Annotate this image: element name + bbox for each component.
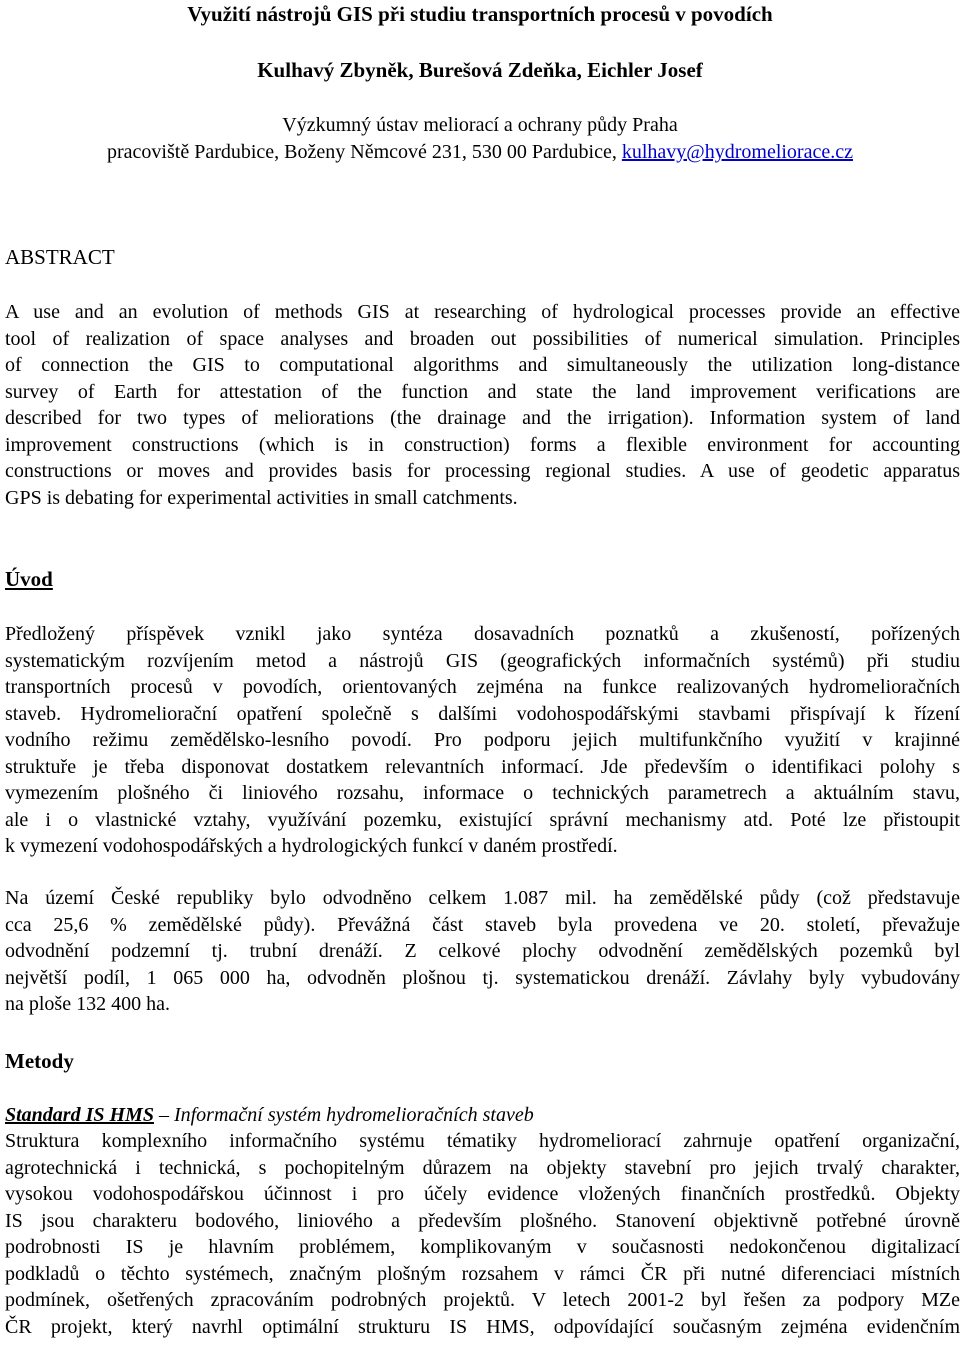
- text-line: agrotechnická i technická, s pochopitelným důrazem na objekty stavební pro jejich trvalý charakter,: [5, 1156, 960, 1179]
- text-line: Na území České republiky bylo odvodněno celkem 1.087 mil. ha zemědělské půdy (což představuje: [5, 887, 960, 909]
- text-line: vymezením plošného či liniového rozsahu, informace o technických parametrech a aktuálním stavu,: [5, 782, 960, 804]
- text-line: constructions or moves and provides basis for processing regional studies. A use of geodetic apparatus: [5, 460, 960, 482]
- text-line: největší podíl, 1 065 000 ha, odvodněn plošnou tj. systematickou drenáží. Závlahy byly vybudovány: [5, 966, 960, 989]
- metody-heading: Metody: [5, 1049, 74, 1073]
- text-line: survey of Earth for attestation of the function and state the land improvement verifications are: [5, 380, 960, 403]
- text-line: improvement constructions (which is in construction) forms a flexible environment for accounting: [5, 433, 960, 456]
- text-line: Struktura komplexního informačního systému tématiky hydromeliorací zahrnuje opatření organizační,: [5, 1130, 960, 1152]
- text-line: na ploše 132 400 ha.: [5, 993, 170, 1015]
- text-line: tool of realization of space analyses and broaden out possibilities of numerical simulation. Principles: [5, 327, 960, 350]
- text-line: vysokou vodohospodářskou účinnost i pro účely evidence vložených finančních prostředků. Objekty: [5, 1183, 960, 1205]
- text-line: odvodnění podzemní tj. trubní drenáží. Z celkové plochy odvodnění zemědělských pozemků byl: [5, 940, 960, 962]
- institution: Výzkumný ústav meliorací a ochrany půdy Praha: [282, 114, 678, 136]
- text-line: of connection the GIS to computational algorithms and simultaneously the utilization long-distance: [5, 354, 960, 376]
- authors: Kulhavý Zbyněk, Burešová Zdeňka, Eichler Josef: [257, 58, 703, 82]
- text-line: A use and an evolution of methods GIS at researching of hydrological processes provide an effective: [5, 301, 960, 323]
- text-line: GPS is debating for experimental activities in small catchments.: [5, 486, 518, 509]
- uvod-heading: Úvod: [5, 567, 53, 591]
- email-link[interactable]: kulhavy@hydromeliorace.cz: [621, 141, 853, 163]
- abstract-paragraph: [5, 299, 960, 511]
- uvod-paragraph-1: [5, 621, 960, 860]
- text-line: podkladů o těchto systémech, značným plošným rozsahem v rámci ČR při nutné diferenciaci místních: [5, 1262, 960, 1285]
- text-line: ČR projekt, který navrhl optimální strukturu IS HMS, odpovídající současným zejména evidenčním: [5, 1315, 960, 1338]
- text-line: k vymezení vodohospodářských a hydrologických funkcí v daném prostředí.: [5, 835, 618, 857]
- address: pracoviště Pardubice, Boženy Němcové 231, 530 00 Pardubice,: [107, 141, 622, 163]
- subheading-description: – Informační systém hydromelioračních staveb: [153, 1104, 534, 1126]
- text-line: IS jsou charakteru bodového, liniového a především plošného. Stanovení objektivně potřebné úrovně: [5, 1209, 960, 1232]
- abstract-heading: ABSTRACT: [5, 245, 115, 269]
- text-line: transportních procesů v povodích, orientovaných zejména na funkce realizovaných hydromelioračních: [5, 676, 960, 698]
- text-line: ale i o vlastnické vztahy, využívání pozemku, existující správní mechanismy atd. Poté lze přistoupit: [5, 808, 960, 831]
- metody-subheading: [5, 1101, 534, 1129]
- address-line: [0, 138, 960, 166]
- text-line: described for two types of meliorations (the drainage and the irrigation). Information system of land: [5, 407, 960, 429]
- text-line: systematickým rozvíjením metod a nástrojů GIS (geografických informačních systémů) při studiu: [5, 649, 960, 672]
- text-line: struktuře je třeba disponovat dostatkem relevantních informací. Jde především o identifikaci polohy s: [5, 755, 960, 778]
- subheading-standard: Standard IS HMS: [5, 1104, 154, 1126]
- text-line: Předložený příspěvek vznikl jako syntéza dosavadních poznatků a zkušeností, pořízených: [5, 623, 960, 645]
- metody-paragraph: [5, 1128, 960, 1340]
- paper-title: Využití nástrojů GIS při studiu transportních procesů v povodích: [187, 2, 773, 26]
- text-line: staveb. Hydromeliorační opatření společně s dalšími vodohospodářskými stavbami přispívají k řízení: [5, 702, 960, 725]
- text-line: cca 25,6 % zemědělské půdy). Převážná část staveb byla provedena ve 20. století, převažuje: [5, 913, 960, 936]
- text-line: vodního režimu zemědělsko-lesního povodí. Pro podporu jejich multifunkčního využití v krajinné: [5, 729, 960, 751]
- text-line: podmínek, ošetřených zpracováním podrobných projektů. V letech 2001-2 byl řešen za podpory MZe: [5, 1289, 960, 1311]
- uvod-paragraph-2: [5, 885, 960, 1018]
- text-line: podrobnosti IS je hlavním problémem, komplikovaným v současnosti nedokončenou digitalizací: [5, 1236, 960, 1258]
